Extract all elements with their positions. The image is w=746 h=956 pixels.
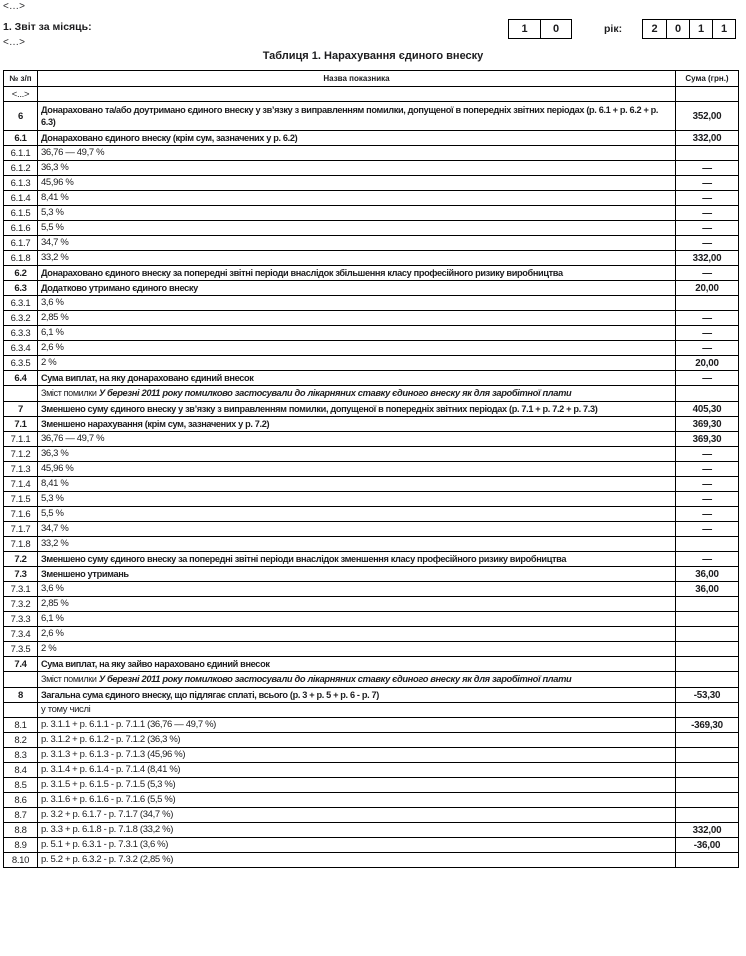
- row-number: 6.4: [4, 371, 38, 386]
- row-indicator-name: 2,85 %: [38, 597, 676, 612]
- row-indicator-name: 5,5 %: [38, 221, 676, 236]
- row-sum: —: [676, 552, 739, 567]
- table-row: [4, 672, 739, 688]
- row-indicator-name: р. 3.1.5 + р. 6.1.5 - р. 7.1.5 (5,3 %): [38, 778, 676, 793]
- row-number: 7.1.8: [4, 537, 38, 552]
- row-number: 8.7: [4, 808, 38, 823]
- row-number: 7.1.6: [4, 507, 38, 522]
- row-number: 6.1.2: [4, 161, 38, 176]
- row-indicator-name: 2,85 %: [38, 311, 676, 326]
- row-indicator-name: 36,3 %: [38, 447, 676, 462]
- row-sum: 332,00: [676, 251, 739, 266]
- row-number: 6: [4, 102, 38, 131]
- row-indicator-name: Зменшено суму єдиного внеску у зв’язку з виправленням помилки, допущеної в попередніх звітних періодах (р. 7.1 + р. 7.2 + р. 7.3): [38, 402, 676, 417]
- row-indicator-name: 8,41 %: [38, 191, 676, 206]
- row-sum: [676, 146, 739, 161]
- row-indicator-name: р. 5.1 + р. 6.3.1 - р. 7.3.1 (3,6 %): [38, 838, 676, 853]
- month-digit-boxes: [508, 19, 572, 39]
- year-digit-cell: 2: [651, 23, 658, 35]
- row-indicator-name: Зменшено утримань: [38, 567, 676, 582]
- table-row: [4, 296, 739, 311]
- row-indicator-name: 6,1 %: [38, 612, 676, 627]
- row-indicator-name: р. 3.1.2 + р. 6.1.2 - р. 7.1.2 (36,3 %): [38, 733, 676, 748]
- row-number: 7.1.3: [4, 462, 38, 477]
- row-number: 7.4: [4, 657, 38, 672]
- row-indicator-name: Донараховано єдиного внеску (крім сум, зазначених у р. 6.2): [38, 131, 676, 146]
- header-sum: Сума (грн.): [676, 71, 739, 87]
- row-indicator-name: 34,7 %: [38, 236, 676, 251]
- error-note-text: У березні 2011 року помилково застосували до лікарняних ставку єдиного внеску як для заробітної плати: [98, 388, 572, 398]
- row-indicator-name: Зменшено нарахування (крім сум, зазначених у р. 7.2): [38, 417, 676, 432]
- row-sum: [676, 597, 739, 612]
- table-row: [4, 102, 739, 131]
- row-number: <...>: [4, 87, 38, 102]
- row-sum: -36,00: [676, 838, 739, 853]
- row-sum: —: [676, 477, 739, 492]
- year-digit-cell: 1: [712, 20, 735, 38]
- row-indicator-name: 33,2 %: [38, 537, 676, 552]
- table-row: [4, 462, 739, 477]
- table-row: [4, 703, 739, 718]
- row-sum: —: [676, 311, 739, 326]
- table-row: [4, 477, 739, 492]
- month-digit-cell: 0: [540, 20, 571, 38]
- row-number: 7: [4, 402, 38, 417]
- header-row-number: № з/п: [4, 71, 38, 87]
- row-sum: -53,30: [676, 688, 739, 703]
- table-row: [4, 326, 739, 341]
- ellipsis-marker-top: <...>: [3, 1, 26, 12]
- row-sum: 352,00: [676, 102, 739, 131]
- table-row: [4, 161, 739, 176]
- row-sum: —: [676, 176, 739, 191]
- row-indicator-name: 5,3 %: [38, 206, 676, 221]
- row-indicator-name: Донараховано та/або доутримано єдиного внеску у зв’язку з виправленням помилки, допущеної в попередніх звітних періодах (р. 6.1 + р. 6.2 + р. 6.3): [38, 102, 676, 131]
- table-row: [4, 612, 739, 627]
- row-indicator-name: р. 3.2 + р. 6.1.7 - р. 7.1.7 (34,7 %): [38, 808, 676, 823]
- table-row: [4, 131, 739, 146]
- row-sum: 369,30: [676, 432, 739, 447]
- row-number: 6.1.3: [4, 176, 38, 191]
- table-header-row: [4, 71, 739, 87]
- table-row: [4, 251, 739, 266]
- row-indicator-name: 36,76 — 49,7 %: [38, 432, 676, 447]
- error-note-text: У березні 2011 року помилково застосували до лікарняних ставку єдиного внеску як для заробітної плати: [98, 674, 572, 684]
- table-row: [4, 688, 739, 703]
- row-sum: 332,00: [676, 131, 739, 146]
- row-sum: —: [676, 266, 739, 281]
- row-indicator-name: 36,3 %: [38, 161, 676, 176]
- table-row: [4, 386, 739, 402]
- row-indicator-name: 45,96 %: [38, 462, 676, 477]
- row-sum: [676, 703, 739, 718]
- row-indicator-name: [38, 87, 676, 102]
- row-number: 6.3.2: [4, 311, 38, 326]
- row-sum: —: [676, 191, 739, 206]
- table-row: [4, 748, 739, 763]
- row-sum: —: [676, 447, 739, 462]
- row-number: 8.1: [4, 718, 38, 733]
- row-sum: —: [676, 371, 739, 386]
- row-sum: [676, 808, 739, 823]
- table-row: [4, 778, 739, 793]
- row-sum: [676, 657, 739, 672]
- row-sum: [676, 778, 739, 793]
- table-row: [4, 627, 739, 642]
- table-row: [4, 402, 739, 417]
- table-row: [4, 582, 739, 597]
- row-number: 7.1.7: [4, 522, 38, 537]
- row-number: 6.3.1: [4, 296, 38, 311]
- row-sum: [676, 627, 739, 642]
- table-row: [4, 823, 739, 838]
- row-number: 8: [4, 688, 38, 703]
- row-number: 6.2: [4, 266, 38, 281]
- row-number: 6.1.5: [4, 206, 38, 221]
- row-indicator-name: 6,1 %: [38, 326, 676, 341]
- row-sum: —: [676, 462, 739, 477]
- table-row: [4, 838, 739, 853]
- year-digit-cell: 1: [689, 20, 712, 38]
- table-title: Таблиця 1. Нарахування єдиного внеску: [262, 50, 484, 62]
- row-indicator-name: [38, 386, 676, 402]
- row-sum: [676, 296, 739, 311]
- table-row: [4, 281, 739, 296]
- year-digit-boxes: [642, 19, 736, 39]
- row-number: 7.3: [4, 567, 38, 582]
- table-row: [4, 522, 739, 537]
- table-body: [4, 87, 739, 868]
- table-row: [4, 87, 739, 102]
- table-row: [4, 507, 739, 522]
- table-row: [4, 371, 739, 386]
- row-indicator-name: у тому числі: [38, 703, 676, 718]
- table-row: [4, 597, 739, 612]
- row-indicator-name: 2 %: [38, 356, 676, 371]
- row-number: 7.3.1: [4, 582, 38, 597]
- table-row: [4, 236, 739, 251]
- row-indicator-name: Сума виплат, на яку зайво нараховано єдиний внесок: [38, 657, 676, 672]
- row-number: 7.1: [4, 417, 38, 432]
- table-row: [4, 266, 739, 281]
- year-label: рік:: [604, 23, 623, 35]
- error-note-prefix: Зміст помилки: [41, 388, 97, 398]
- row-sum: [676, 733, 739, 748]
- table-row: [4, 417, 739, 432]
- row-sum: [676, 386, 739, 402]
- table-row: [4, 642, 739, 657]
- row-sum: —: [676, 221, 739, 236]
- row-number: 7.2: [4, 552, 38, 567]
- report-header: [0, 0, 746, 70]
- row-number: 7.3.3: [4, 612, 38, 627]
- table-row: [4, 537, 739, 552]
- row-number: 8.9: [4, 838, 38, 853]
- row-number: 8.10: [4, 853, 38, 868]
- row-sum: —: [676, 206, 739, 221]
- table-row: [4, 552, 739, 567]
- row-number: 7.1.2: [4, 447, 38, 462]
- row-sum: —: [676, 236, 739, 251]
- row-indicator-name: 2,6 %: [38, 627, 676, 642]
- table-row: [4, 191, 739, 206]
- report-month-label: 1. Звіт за місяць:: [3, 21, 92, 33]
- row-number: 7.3.5: [4, 642, 38, 657]
- row-indicator-name: 33,2 %: [38, 251, 676, 266]
- row-indicator-name: 2 %: [38, 642, 676, 657]
- row-number: [4, 672, 38, 688]
- table-row: [4, 432, 739, 447]
- table-row: [4, 853, 739, 868]
- row-number: 7.1.1: [4, 432, 38, 447]
- row-sum: —: [676, 492, 739, 507]
- table-row: [4, 793, 739, 808]
- row-number: 6.1: [4, 131, 38, 146]
- table-row: [4, 341, 739, 356]
- table-row: [4, 763, 739, 778]
- table-row: [4, 206, 739, 221]
- ellipsis-marker-mid: <...>: [3, 37, 26, 48]
- row-number: [4, 703, 38, 718]
- row-sum: [676, 672, 739, 688]
- row-number: 8.5: [4, 778, 38, 793]
- row-indicator-name: 45,96 %: [38, 176, 676, 191]
- row-indicator-name: Загальна сума єдиного внеску, що підлягає сплаті, всього (р. 3 + р. 5 + р. 6 - р. 7): [38, 688, 676, 703]
- row-indicator-name: р. 3.3 + р. 6.1.8 - р. 7.1.8 (33,2 %): [38, 823, 676, 838]
- row-indicator-name: 3,6 %: [38, 582, 676, 597]
- row-sum: 36,00: [676, 567, 739, 582]
- row-number: [4, 386, 38, 402]
- table-row: [4, 657, 739, 672]
- table-row: [4, 356, 739, 371]
- row-indicator-name: р. 3.1.6 + р. 6.1.6 - р. 7.1.6 (5,5 %): [38, 793, 676, 808]
- month-digit-cell: 1: [521, 23, 528, 35]
- row-sum: [676, 87, 739, 102]
- table-row: [4, 808, 739, 823]
- row-number: 6.1.1: [4, 146, 38, 161]
- row-sum: [676, 853, 739, 868]
- year-digit-cell: 0: [666, 20, 689, 38]
- row-sum: 20,00: [676, 356, 739, 371]
- row-number: 6.3.3: [4, 326, 38, 341]
- row-sum: 405,30: [676, 402, 739, 417]
- row-number: 7.3.4: [4, 627, 38, 642]
- row-number: 6.1.7: [4, 236, 38, 251]
- row-sum: [676, 793, 739, 808]
- row-sum: —: [676, 326, 739, 341]
- contribution-table: [3, 70, 739, 868]
- row-indicator-name: р. 5.2 + р. 6.3.2 - р. 7.3.2 (2,85 %): [38, 853, 676, 868]
- row-sum: -369,30: [676, 718, 739, 733]
- row-sum: 36,00: [676, 582, 739, 597]
- row-number: 6.1.4: [4, 191, 38, 206]
- row-number: 6.3.4: [4, 341, 38, 356]
- row-sum: —: [676, 522, 739, 537]
- row-sum: [676, 748, 739, 763]
- row-number: 7.1.5: [4, 492, 38, 507]
- row-indicator-name: 2,6 %: [38, 341, 676, 356]
- row-number: 7.1.4: [4, 477, 38, 492]
- table-row: [4, 311, 739, 326]
- row-indicator-name: Зменшено суму єдиного внеску за попередні звітні періоди внаслідок зменшення класу професійного ризику виробництва: [38, 552, 676, 567]
- row-number: 8.3: [4, 748, 38, 763]
- row-number: 7.3.2: [4, 597, 38, 612]
- table-row: [4, 176, 739, 191]
- row-indicator-name: Донараховано єдиного внеску за попередні звітні періоди внаслідок збільшення класу професійного ризику виробництва: [38, 266, 676, 281]
- row-sum: 332,00: [676, 823, 739, 838]
- table-row: [4, 733, 739, 748]
- row-sum: [676, 642, 739, 657]
- error-note-prefix: Зміст помилки: [41, 674, 97, 684]
- table-row: [4, 718, 739, 733]
- row-indicator-name: 34,7 %: [38, 522, 676, 537]
- header-indicator-name: Назва показника: [38, 71, 676, 87]
- row-indicator-name: р. 3.1.1 + р. 6.1.1 - р. 7.1.1 (36,76 — 49,7 %): [38, 718, 676, 733]
- table-row: [4, 567, 739, 582]
- row-indicator-name: 8,41 %: [38, 477, 676, 492]
- row-sum: —: [676, 341, 739, 356]
- row-number: 8.2: [4, 733, 38, 748]
- row-number: 6.1.6: [4, 221, 38, 236]
- table-row: [4, 146, 739, 161]
- row-sum: —: [676, 507, 739, 522]
- row-indicator-name: р. 3.1.4 + р. 6.1.4 - р. 7.1.4 (8,41 %): [38, 763, 676, 778]
- row-indicator-name: 36,76 — 49,7 %: [38, 146, 676, 161]
- row-sum: [676, 612, 739, 627]
- row-indicator-name: Сума виплат, на яку донараховано єдиний внесок: [38, 371, 676, 386]
- row-indicator-name: [38, 672, 676, 688]
- row-indicator-name: 3,6 %: [38, 296, 676, 311]
- table-row: [4, 447, 739, 462]
- row-number: 6.3: [4, 281, 38, 296]
- row-number: 8.4: [4, 763, 38, 778]
- row-sum: [676, 763, 739, 778]
- row-indicator-name: 5,5 %: [38, 507, 676, 522]
- table-row: [4, 492, 739, 507]
- row-number: 6.1.8: [4, 251, 38, 266]
- table-row: [4, 221, 739, 236]
- row-indicator-name: Додатково утримано єдиного внеску: [38, 281, 676, 296]
- row-number: 8.8: [4, 823, 38, 838]
- row-number: 6.3.5: [4, 356, 38, 371]
- row-indicator-name: р. 3.1.3 + р. 6.1.3 - р. 7.1.3 (45,96 %): [38, 748, 676, 763]
- row-sum: —: [676, 161, 739, 176]
- row-sum: 369,30: [676, 417, 739, 432]
- row-indicator-name: 5,3 %: [38, 492, 676, 507]
- row-number: 8.6: [4, 793, 38, 808]
- row-sum: 20,00: [676, 281, 739, 296]
- row-sum: [676, 537, 739, 552]
